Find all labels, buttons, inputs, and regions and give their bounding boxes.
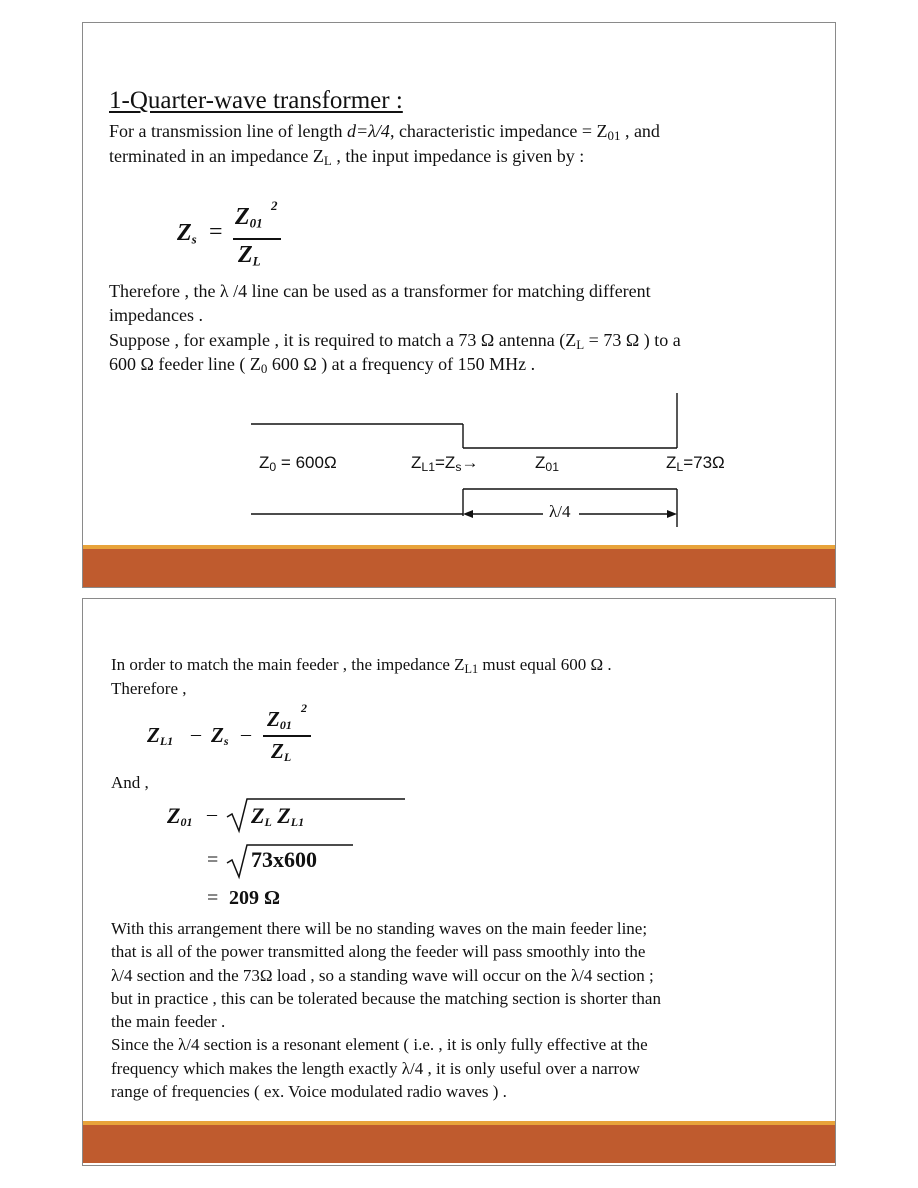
intro-line-1: For a transmission line of length d=λ/4, characteristic impedance = $Z_{01}$ , and [109,121,660,144]
s2-para-line: the main feeder . [111,1012,226,1032]
intro-line-2: terminated in an impedance $Z_L$ , the input impedance is given by : [109,146,585,169]
slide-footer-bar [83,549,835,587]
para2-line-3: Suppose , for example , it is required to match a 73 Ω antenna ($Z_L = 73$ Ω ) to a [109,330,681,353]
s2-line-2: Therefore , [111,679,187,698]
para2-line-4: 600 Ω feeder line ( $Z_0$ 600 Ω ) at a frequency of 150 MHz . [109,354,536,377]
formula-z01: $Z_{01}$ – $Z_L$ $Z_{L1}$ = 73x600 = 209 Ω [167,795,427,911]
s2-para-line: With this arrangement there will be no standing waves on the main feeder line; [111,919,648,938]
slide-title: 1-Quarter-wave transformer : [109,87,403,114]
s2-para-line: but in practice , this can be tolerated because the matching section is shorter than [111,988,661,1008]
s2-para-line: Since the λ/4 section is a resonant element ( i.e. , it is only fully effective at the [111,1035,648,1055]
label-z0: $Z_0 = 600\Omega$ [259,453,337,475]
slide-footer-bar [83,1125,835,1163]
label-lambda-quarter: λ/4 [549,502,571,521]
label-zl1-zs: $Z_{L1}=Z_s\to$ [411,453,479,475]
arrowhead-left [463,510,473,518]
s2-para-line: frequency which makes the length exactly λ/4 , it is only useful over a narrow [111,1058,640,1078]
label-zl: $Z_L=73\Omega$ [666,453,725,475]
transmission-line-diagram [83,23,835,587]
para2-line-1: Therefore , the λ /4 line can be used as a transformer for matching different [109,281,651,301]
s2-line-1: In order to match the main feeder , the impedance $Z_{L1}$ must equal 600 Ω . [111,655,612,677]
s2-para-line: range of frequencies ( ex. Voice modulated radio waves ) . [111,1082,507,1102]
arrowhead-right [667,510,677,518]
formula-zs: $Z_s$ = $Z_{01}$ 2 $Z_L$ [175,198,295,278]
slide-1 [82,22,836,588]
formula-zl1: $Z_{L1}$ – $Z_s$ – $Z_{01}$ 2 $Z_L$ [145,701,345,775]
s2-para-line: that is all of the power transmitted along the feeder will pass smoothly into the [111,942,646,962]
para2-line-2: impedances . [109,305,203,325]
s2-and: And , [111,773,149,792]
label-z01: $Z_{01}$ [535,453,559,475]
s2-paragraph [111,917,801,1103]
slide-2 [82,598,836,1166]
s2-para-line: λ/4 section and the 73Ω load , so a standing wave will occur on the λ/4 section ; [111,965,654,985]
